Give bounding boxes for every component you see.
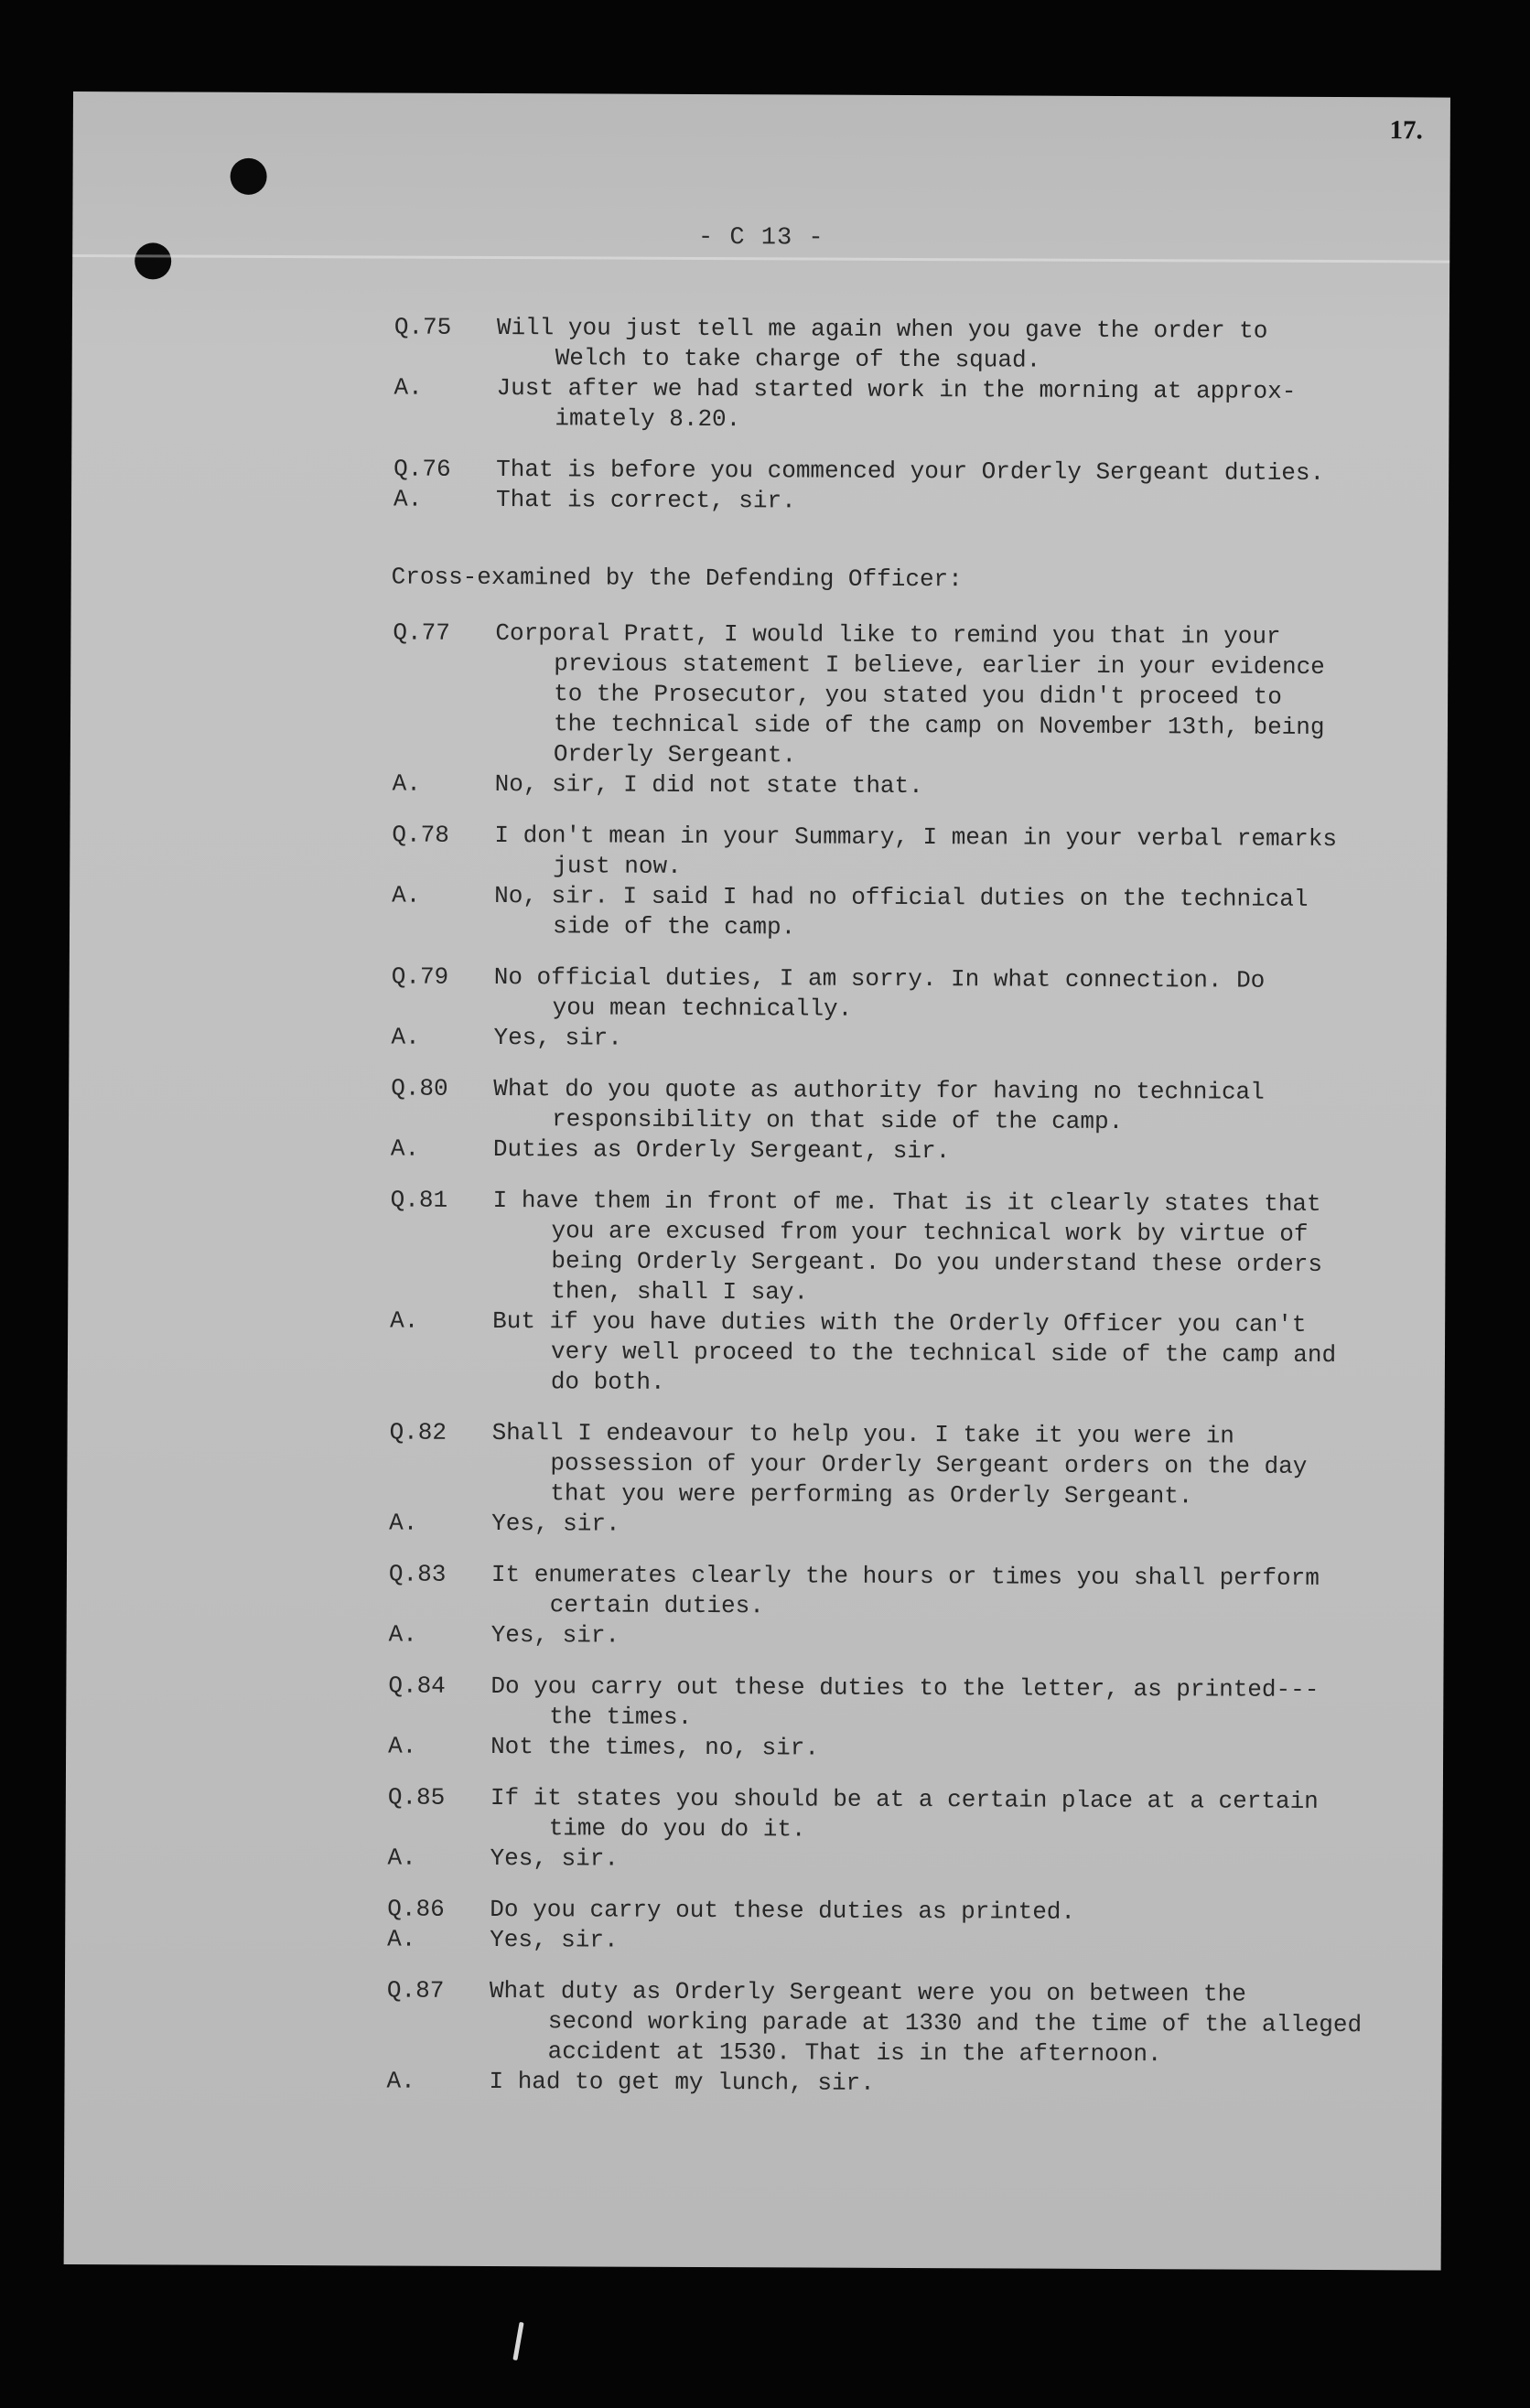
answer-label: A. [391,1023,420,1051]
answer-text: No, sir. I said I had no official duties on the technical side of the camp. [494,882,1309,941]
answer-entry [387,1925,1412,1960]
answer-text: Yes, sir. [490,1926,619,1954]
question-text: What do you quote as authority for having no technical responsibility on that side of the camp. [493,1075,1265,1136]
question-label: Q.76 [393,455,451,483]
answer-label: A. [386,2067,415,2095]
section-heading: Cross-examined by the Defending Officer: [391,563,963,594]
question-entry [387,1976,1412,2071]
question-text: If it states you should be at a certain place at a certain time do you do it. [490,1784,1319,1844]
question-text: I have them in front of me. That is it clearly states that you are excused from your technical work by virtue of being Orderly Sergeant. Do you understand these orders then, shall I say. [492,1187,1323,1306]
question-label: Q.87 [386,1976,445,2005]
answer-entry [393,485,1418,520]
answer-text: Just after we had started work in the morning at approx- imately 8.20. [496,374,1297,434]
transcript-block-one [393,313,1419,520]
answer-entry [391,1023,1416,1058]
answer-label: A. [388,1620,417,1649]
question-text: It enumerates clearly the hours or times you shall perform certain duties. [490,1561,1320,1620]
punch-hole [231,158,267,195]
question-text: No official duties, I am sorry. In what connection. Do you mean technically. [493,963,1266,1023]
answer-entry [389,1509,1414,1543]
answer-text: Yes, sir. [490,1621,620,1650]
question-entry [387,1895,1412,1930]
answer-label: A. [389,1509,418,1537]
answer-entry [388,1844,1413,1878]
question-label: Q.77 [393,618,450,647]
question-text: Do you carry out these duties as printed. [490,1896,1076,1926]
question-text: Will you just tell me again when you gave the order to Welch to take charge of the squad. [496,314,1268,374]
answer-entry [389,1620,1414,1655]
margin-mark [512,2322,523,2360]
answer-text: But if you have duties with the Orderly Officer you can't very well proceed to the technical side of the camp and do both. [492,1307,1337,1396]
question-entry [390,1186,1416,1311]
answer-text: Yes, sir. [491,1510,620,1538]
answer-label: A. [388,1732,417,1760]
answer-entry [392,881,1417,946]
page-header: - C 13 - [697,223,824,253]
question-text: Shall I endeavour to help you. I take it you were in possession of your Orderly Sergeant orders on the day that you were performing as Orderly Sergeant. [491,1419,1308,1510]
answer-text: No, sir, I did not state that. [494,770,923,801]
answer-label: A. [387,1844,416,1872]
answer-entry [391,1134,1416,1169]
transcript-body [386,313,1418,2102]
answer-text: Duties as Orderly Sergeant, sir. [492,1135,951,1166]
question-label: Q.80 [391,1074,448,1102]
answer-entry [393,769,1417,804]
question-label: Q.78 [392,821,449,849]
question-entry [393,618,1418,774]
answer-entry [386,2067,1411,2102]
question-label: Q.81 [390,1186,448,1214]
question-entry [391,1074,1416,1139]
question-entry [388,1672,1413,1736]
answer-label: A. [390,1306,419,1335]
page-number: 17. [1389,115,1423,145]
question-entry [393,455,1418,489]
answer-label: A. [390,1134,420,1163]
question-text: What duty as Orderly Sergeant were you on between the second working parade at 1330 and the time of the alleged accident at 1530. That is in the afternoon. [489,1977,1363,2069]
question-text: Do you carry out these duties to the letter, as printed--- the times. [490,1672,1320,1731]
question-label: Q.86 [387,1895,445,1923]
question-label: Q.85 [387,1783,446,1811]
question-label: Q.75 [393,313,452,341]
question-text: Corporal Pratt, I would like to remind you that in your previous statement I believe, earlier in your evidence to the Prosecutor, you stated you didn't proceed to the technical side of the camp on November 13th, being Orderly Sergeant. [495,619,1325,769]
question-label: Q.83 [388,1560,447,1588]
question-entry [389,1560,1414,1625]
answer-entry [393,373,1418,438]
question-entry [392,962,1417,1027]
answer-label: A. [392,881,421,909]
answer-text: Not the times, no, sir. [490,1733,820,1762]
answer-text: Yes, sir. [490,1844,620,1873]
answer-label: A. [392,769,421,798]
question-label: Q.84 [388,1672,446,1700]
document-page [64,91,1450,2271]
question-text: That is before you commenced your Orderly Sergeant duties. [496,456,1325,487]
question-entry [388,1783,1413,1848]
answer-label: A. [393,485,423,513]
answer-text: Yes, sir. [493,1024,622,1052]
answer-entry [390,1306,1415,1402]
transcript-block-two [386,618,1417,2102]
answer-label: A. [387,1925,416,1953]
answer-entry [388,1732,1413,1767]
question-entry [394,313,1419,378]
question-label: Q.79 [391,962,449,991]
question-label: Q.82 [389,1418,447,1446]
question-text: I don't mean in your Summary, I mean in your verbal remarks just now. [494,822,1338,880]
answer-text: I had to get my lunch, sir. [489,2068,875,2097]
question-entry [392,821,1417,886]
answer-label: A. [393,373,423,402]
answer-text: That is correct, sir. [495,486,796,515]
question-entry [389,1418,1414,1513]
